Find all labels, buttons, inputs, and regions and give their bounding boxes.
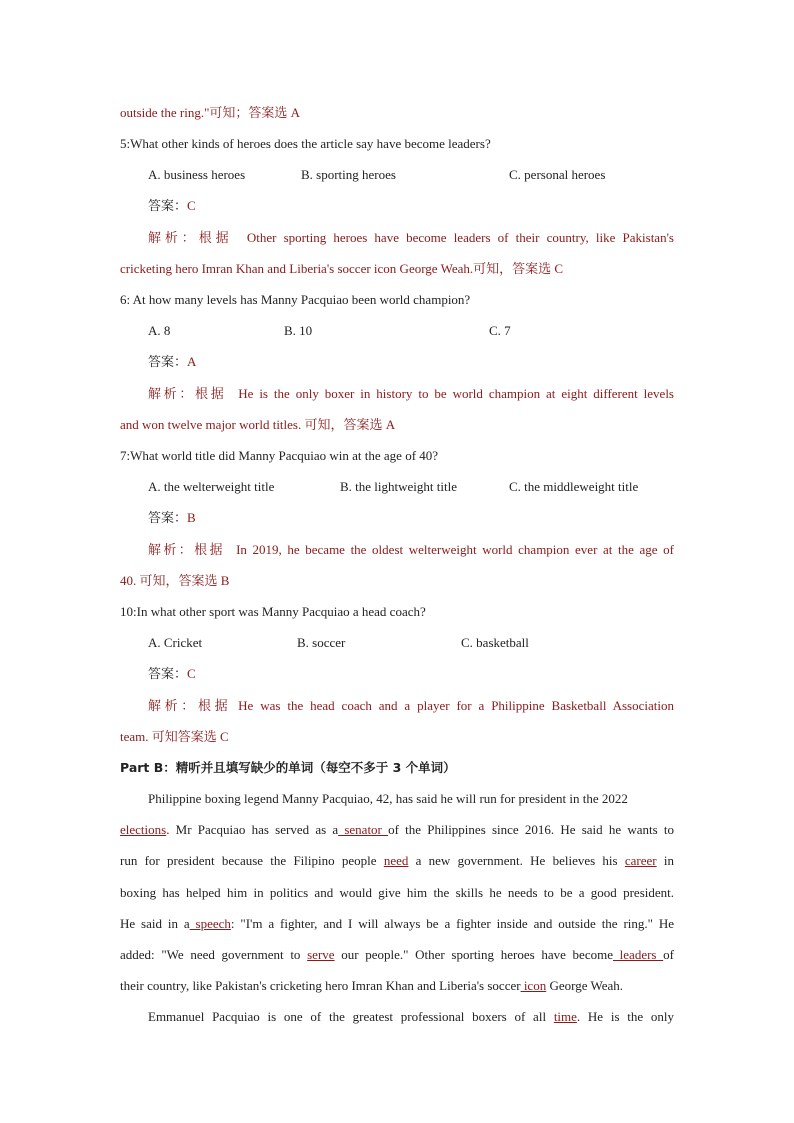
answer-value: A xyxy=(187,354,197,369)
explanation-text: He is the only boxer in history to be world champion at eight different levels xyxy=(238,386,674,401)
q10-option-a: A. Cricket xyxy=(148,635,203,650)
q10-explanation-line1 xyxy=(148,697,674,715)
q5-answer xyxy=(148,197,196,215)
text-segment: He said in a xyxy=(120,916,190,931)
text-segment: of the Philippines since 2016. He said he wants to xyxy=(388,822,674,837)
q6-answer xyxy=(148,353,196,371)
part-b-p1-line5 xyxy=(120,915,674,933)
q6-option-c: C. 7 xyxy=(489,323,511,338)
part-b-p1-line7 xyxy=(120,977,623,995)
answer-label: 答案： xyxy=(148,666,188,681)
q7-option-b: B. the lightweight title xyxy=(340,479,457,494)
q6-explanation-line1 xyxy=(148,385,674,403)
explanation-text: In 2019, he became the oldest welterweight world champion ever at the age of xyxy=(236,542,674,557)
answer-label: 答案： xyxy=(148,354,188,369)
text-segment: Emmanuel Pacquiao is one of the greatest professional boxers of all xyxy=(148,1009,554,1024)
q4-answer-tail: outside the ring."可知；答案选 A xyxy=(120,105,301,120)
blank-icon: icon xyxy=(520,978,547,993)
question-5: 5:What other kinds of heroes does the article say have become leaders? xyxy=(120,136,491,151)
answer-value: C xyxy=(187,198,196,213)
question-7: 7:What world title did Manny Pacquiao win at the age of 40? xyxy=(120,448,439,463)
blank-serve: serve xyxy=(307,947,335,962)
q7-option-a: A. the welterweight title xyxy=(148,479,275,494)
blank-time: time xyxy=(553,1009,577,1024)
explanation-label: 解析：根据 xyxy=(148,230,233,245)
q6-option-a: A. 8 xyxy=(148,323,171,338)
part-b-heading: Part B：精听并且填写缺少的单词（每空不多于 3 个单词） xyxy=(120,760,456,775)
blank-speech: speech xyxy=(189,916,231,931)
text-segment: in xyxy=(656,853,674,868)
explanation-label: 解析：根据 xyxy=(148,542,225,557)
blank-leaders: leaders xyxy=(612,947,664,962)
answer-label: 答案： xyxy=(148,198,188,213)
blank-senator: senator xyxy=(338,822,389,837)
q5-option-a: A. business heroes xyxy=(148,167,246,182)
q5-option-b: B. sporting heroes xyxy=(301,167,396,182)
q7-option-c: C. the middleweight title xyxy=(509,479,639,494)
blank-elections: elections xyxy=(120,822,167,837)
explanation-label: 解析：根据 xyxy=(148,386,227,401)
part-b-p1-line6 xyxy=(120,946,674,964)
answer-value: C xyxy=(187,666,196,681)
q7-explanation-line1 xyxy=(148,541,674,559)
part-b-p1-line1: Philippine boxing legend Manny Pacquiao, 42, has said he will run for president in the 2022 xyxy=(148,791,628,806)
text-segment: : "I'm a fighter, and I will always be a fighter inside and outside the ring." He xyxy=(230,916,675,931)
q10-option-c: C. basketball xyxy=(461,635,529,650)
text-segment: George Weah. xyxy=(546,978,624,993)
text-segment: added: "We need government to xyxy=(120,947,308,962)
q5-explanation-line1 xyxy=(148,229,674,247)
blank-career: career xyxy=(624,853,657,868)
text-segment: run for president because the Filipino people xyxy=(120,853,384,868)
explanation-text: Other sporting heroes have become leaders of their country, like Pakistan's xyxy=(246,230,674,245)
q10-explanation-line2: team. 可知答案选 C xyxy=(120,729,229,744)
text-segment: our people." Other sporting heroes have become xyxy=(334,947,613,962)
q5-option-c: C. personal heroes xyxy=(509,167,606,182)
q5-explanation-line2: cricketing hero Imran Khan and Liberia's soccer icon George Weah.可知，答案选 C xyxy=(120,261,564,276)
q10-option-b: B. soccer xyxy=(297,635,346,650)
text-segment: . Mr Pacquiao has served as a xyxy=(166,822,339,837)
text-segment: a new government. He believes his xyxy=(408,853,625,868)
answer-label: 答案： xyxy=(148,510,188,525)
explanation-text: He was the head coach and a player for a Philippine Basketball Association xyxy=(238,698,674,713)
text-segment: of xyxy=(663,947,675,962)
answer-value: B xyxy=(187,510,196,525)
part-b-p1-line4: boxing has helped him in politics and would give him the skills he needs to be a good president. xyxy=(120,885,674,900)
blank-need: need xyxy=(383,853,409,868)
q7-explanation-line2: 40. 可知，答案选 B xyxy=(120,573,230,588)
part-b-p1-line2 xyxy=(120,821,674,839)
q6-explanation-line2: and won twelve major world titles. 可知，答案选 A xyxy=(120,417,396,432)
text-segment: their country, like Pakistan's cricketing hero Imran Khan and Liberia's soccer xyxy=(120,978,521,993)
q7-answer xyxy=(148,509,196,527)
explanation-label: 解析：根据 xyxy=(148,698,232,713)
question-6: 6: At how many levels has Manny Pacquiao been world champion? xyxy=(120,292,471,307)
q6-option-b: B. 10 xyxy=(284,323,313,338)
part-b-p1-line3 xyxy=(120,852,674,870)
question-10: 10:In what other sport was Manny Pacquiao a head coach? xyxy=(120,604,426,619)
part-b-p2-line1 xyxy=(148,1008,674,1026)
q10-answer xyxy=(148,665,196,683)
text-segment: . He is the only xyxy=(576,1009,674,1024)
